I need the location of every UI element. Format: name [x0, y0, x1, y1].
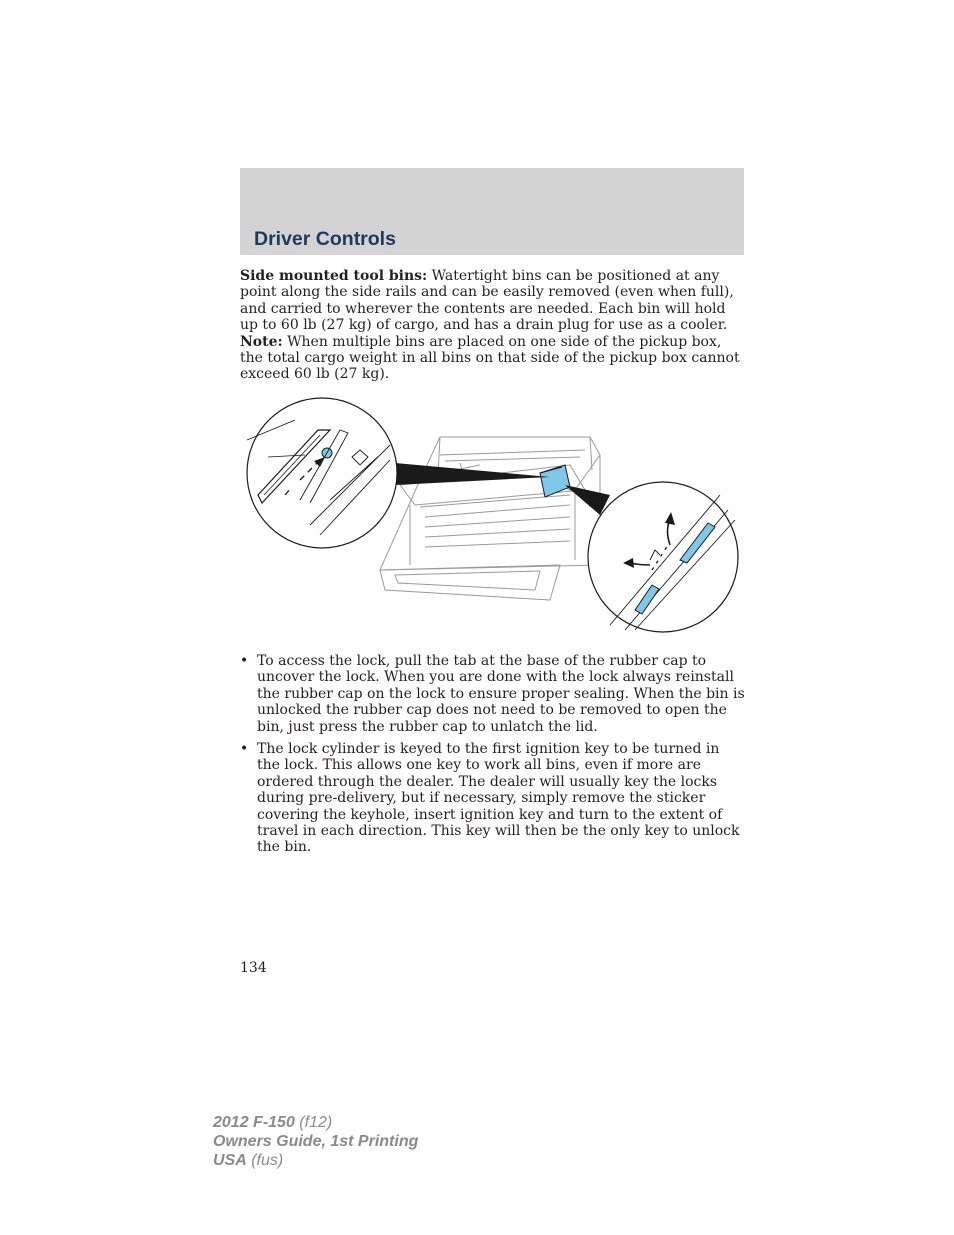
document-footer	[213, 1113, 418, 1170]
tool-bins-lead: Side mounted tool bins:	[240, 268, 428, 284]
tool-bin-illustration	[240, 395, 745, 640]
footer-line-2: Owners Guide, 1st Printing	[213, 1133, 419, 1150]
list-item	[240, 741, 745, 856]
callout-lines	[395, 463, 610, 515]
tool-bins-paragraph	[240, 268, 745, 383]
note-label: Note:	[240, 333, 283, 350]
note-text: When multiple bins are placed on one side of the pickup box, the total cargo weight in all bins on that side of the pickup box cannot exceed 60 lb (27 kg).	[240, 333, 740, 383]
section-header-band	[240, 168, 744, 255]
bullet-text: The lock cylinder is keyed to the first ignition key to be turned in the lock. This allows one key to work all bins, even if more are ordered through the dealer. The dealer will usually key the locks during pre-delivery, but if necessary, simply remove the sticker covering the keyhole, insert ignition key and turn to the extent of travel in each direction. This key will then be the only key to unlock the bin.	[257, 741, 740, 856]
bullet-text: To access the lock, pull the tab at the base of the rubber cap to uncover the lock. When you are done with the lock always reinstall the rubber cap on the lock to ensure proper sealing. When the bin is unlocked the rubber cap does not need to be removed to open the bin, just press the rubber cap to unlatch the lid.	[257, 653, 745, 735]
footer-region: USA	[213, 1152, 247, 1169]
bullet-marker: •	[240, 741, 249, 758]
tool-bins-text: Watertight bins can be positioned at any point along the side rails and can be easily removed (even when full), and carried to wherever the contents are needed. Each bin will hold up to 60 lb (27 kg) of cargo, and has a drain plug for use as a cooler.	[240, 268, 734, 334]
footer-line-1	[213, 1113, 418, 1132]
footer-model-code: (f12)	[294, 1114, 333, 1131]
page-number: 134	[240, 960, 267, 976]
detail-circle-right	[588, 482, 738, 632]
section-title: Driver Controls	[254, 228, 396, 250]
bullet-list	[240, 653, 745, 862]
detail-circle-left	[247, 398, 397, 548]
footer-region-code: (fus)	[246, 1152, 284, 1169]
bullet-marker: •	[240, 653, 249, 669]
footer-line-3	[213, 1151, 418, 1170]
list-item	[240, 653, 745, 735]
pickup-box-drawing	[380, 437, 600, 600]
footer-model: 2012 F-150	[213, 1114, 295, 1131]
